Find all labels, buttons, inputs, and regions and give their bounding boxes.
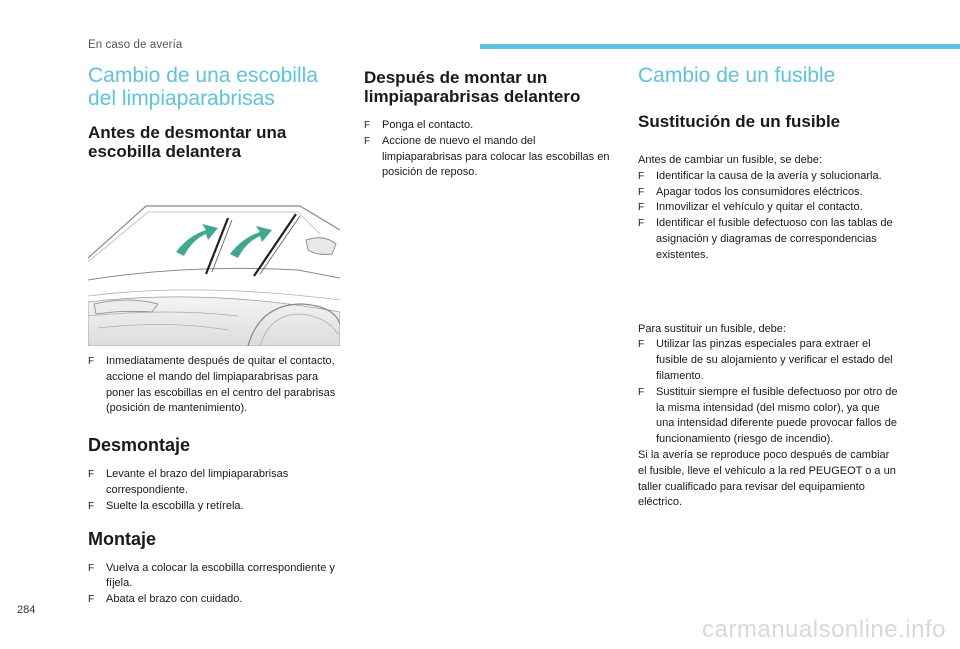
fuse-checklist [638,169,898,264]
fuse-replace-intro: Para sustituir un fusible, debe: [638,322,786,335]
list-item: F Vuelva a colocar la escobilla correspondiente y fíjela. [88,561,335,590]
bullet-icon: F [88,594,95,606]
removal-steps [88,467,340,514]
after-mounting-title: Después de montar un limpiaparabrisas delantero [364,68,581,106]
bullet-icon: F [638,186,645,198]
list-item: F Inmovilizar el vehículo y quitar el contacto. [638,200,898,216]
fuse-replacement-title: Sustitución de un fusible [638,112,841,131]
bullet-icon: F [638,202,645,214]
accent-bar [480,44,960,49]
list-item: F Accione de nuevo el mando del limpiaparabrisas para colocar las escobillas en posición de reposo. [364,134,610,179]
middle-column [364,68,614,181]
list-item: F Suelte la escobilla y retírela. [88,499,340,515]
right-column [638,64,898,511]
before-removal-title: Antes de desmontar una escobilla delantera [88,123,287,161]
bullet-icon: F [88,500,95,512]
list-item: F Apagar todos los consumidores eléctricos. [638,185,898,201]
bullet-icon: F [88,356,95,367]
fuse-replace-steps [638,337,898,448]
wiper-change-title: Cambio de una escobilla del limpiaparabrisas [88,64,318,110]
watermark: carmanualsonline.info [702,616,946,643]
bullet-icon: F [638,386,645,398]
after-mounting-steps [364,118,614,181]
bullet-icon: F [638,170,645,182]
list-item: F Identificar el fusible defectuoso con las tablas de asignación y diagramas de correspondencias existentes. [638,217,893,261]
left-column [88,64,340,608]
before-removal-steps [88,354,340,417]
page-number: 284 [17,604,36,616]
fuse-intro: Antes de cambiar un fusible, se debe: [638,154,823,166]
removal-title: Desmontaje [88,435,191,456]
list-item: F Levante el brazo del limpiaparabrisas correspondiente. [88,468,289,496]
bullet-icon: F [88,562,95,574]
bullet-icon: F [638,339,645,351]
list-item: F Abata el brazo con cuidado. [88,592,340,608]
bullet-icon: F [638,218,645,230]
list-item: F Inmediatamente después de quitar el contacto, accione el mando del limpiaparabrisas para poner las escobillas en el centro del parabrisas (posición de mantenimiento). [88,355,336,415]
bullet-icon: F [88,469,95,481]
mount-title: Montaje [88,528,157,549]
list-item: F Ponga el contacto. [364,118,614,134]
list-item: F Utilizar las pinzas especiales para extraer el fusible de su alojamiento y verificar el estado del filamento. [638,338,893,382]
bullet-icon: F [364,135,371,147]
windscreen-wiper-illustration [88,192,340,346]
section-header: En caso de avería [88,39,183,51]
bullet-icon: F [364,120,371,131]
mount-steps [88,561,340,608]
fuse-closing-note: Si la avería se reproduce poco después de cambiar el fusible, lleve el vehículo a la red PEUGEOT o a un taller cualificado para revisar del equipamiento eléctrico. [638,448,896,509]
list-item: F Identificar la causa de la avería y solucionarla. [638,169,898,185]
list-item: F Sustituir siempre el fusible defectuoso por otro de la misma intensidad (del mismo color), ya que una intensidad diferente puede provocar fallos de funcionamiento (riesgo de incendio). [638,385,898,446]
fuse-change-title: Cambio de un fusible [638,64,836,87]
